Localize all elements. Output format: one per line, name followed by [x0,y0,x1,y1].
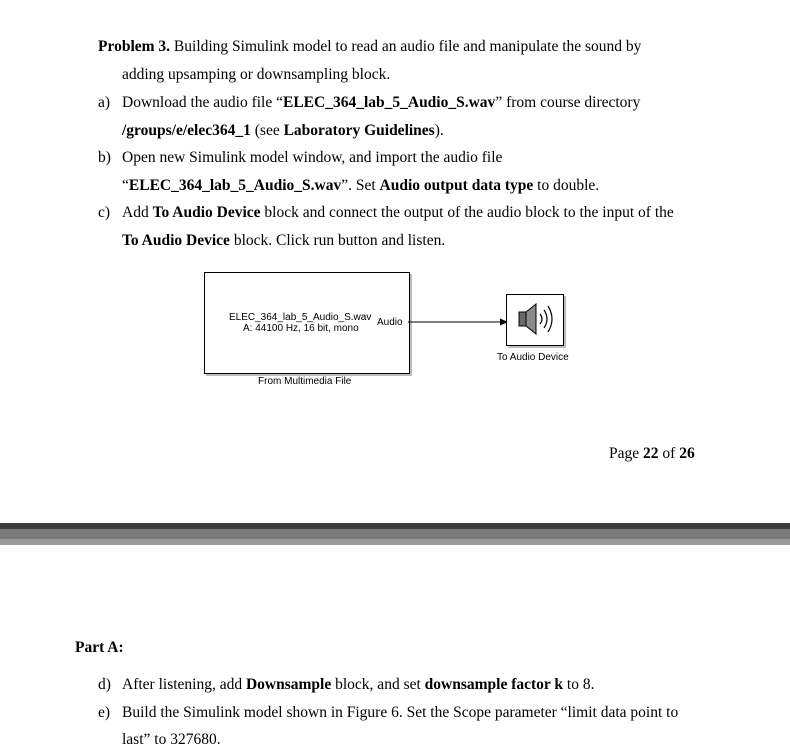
item-c-text: block and connect the output of the audio block to the input of the [260,204,674,221]
item-d-line [122,676,594,694]
downsample-term: Downsample [245,676,332,693]
source-format: A: 44100 Hz, 16 bit, mono [243,323,359,334]
page-of: of [658,445,680,462]
part-a-heading: Part A: [75,639,124,656]
downsample-factor-term: downsample factor k [424,676,564,693]
page-number [609,445,695,463]
item-d-text: After listening, add [122,676,246,693]
page-current: 22 [643,445,659,462]
item-d-text: to 8. [563,676,595,693]
item-a-text: (see [254,122,284,139]
item-a-text: Download the audio file “ [122,94,283,111]
problem-title-line [98,38,641,56]
item-b-line-1: Open new Simulink model window, and import the audio file [122,149,503,166]
item-b-text: “ [122,177,129,194]
page-prefix: Page [609,445,644,462]
source-filename: ELEC_364_lab_5_Audio_S.wav [229,312,372,323]
item-a-line-2 [122,122,444,140]
audio-filename: ELEC_364_lab_5_Audio_S.wav [128,177,342,194]
audio-filename: ELEC_364_lab_5_Audio_S.wav [282,94,496,111]
item-a-text: ” from course directory [495,94,641,111]
item-a-line-1 [122,94,640,112]
item-d-marker: d) [98,676,111,693]
to-audio-device-term: To Audio Device [122,232,230,249]
source-block-caption: From Multimedia File [258,376,352,387]
item-c-marker: c) [98,204,111,221]
item-c-line-2 [122,232,445,250]
item-e-line-1: Build the Simulink model shown in Figure 6. Set the Scope parameter “limit data point to [122,704,679,721]
item-a-marker: a) [98,94,111,111]
item-c-text: Add [122,204,153,221]
item-e-line-2: last” to 327680. [122,731,221,748]
item-b-text: ”. Set [341,177,380,194]
item-c-line-1 [122,204,674,222]
item-d-text: block, and set [331,676,425,693]
item-b-text: to double. [533,177,600,194]
item-e-marker: e) [98,704,111,721]
speaker-icon [510,299,558,339]
problem-text-1: Building Simulink model to read an audio file and manipulate the sound by [173,38,642,55]
audio-output-data-type: Audio output data type [379,177,534,194]
sink-block-caption: To Audio Device [497,352,569,363]
item-b-line-2 [122,177,599,195]
item-a-text: ). [434,122,444,139]
laboratory-guidelines: Laboratory Guidelines [283,122,435,139]
page-total: 26 [679,445,695,462]
problem-text-2: adding upsamping or downsampling block. [122,66,391,83]
to-audio-device-term: To Audio Device [152,204,261,221]
item-c-text: block. Click run button and listen. [229,232,446,249]
problem-label: Problem 3. [98,38,171,55]
item-b-marker: b) [98,149,111,166]
signal-line [408,316,508,328]
audio-port-label: Audio [377,317,403,328]
course-directory: /groups/e/elec364_1 [122,122,251,139]
page-separator [0,523,790,545]
